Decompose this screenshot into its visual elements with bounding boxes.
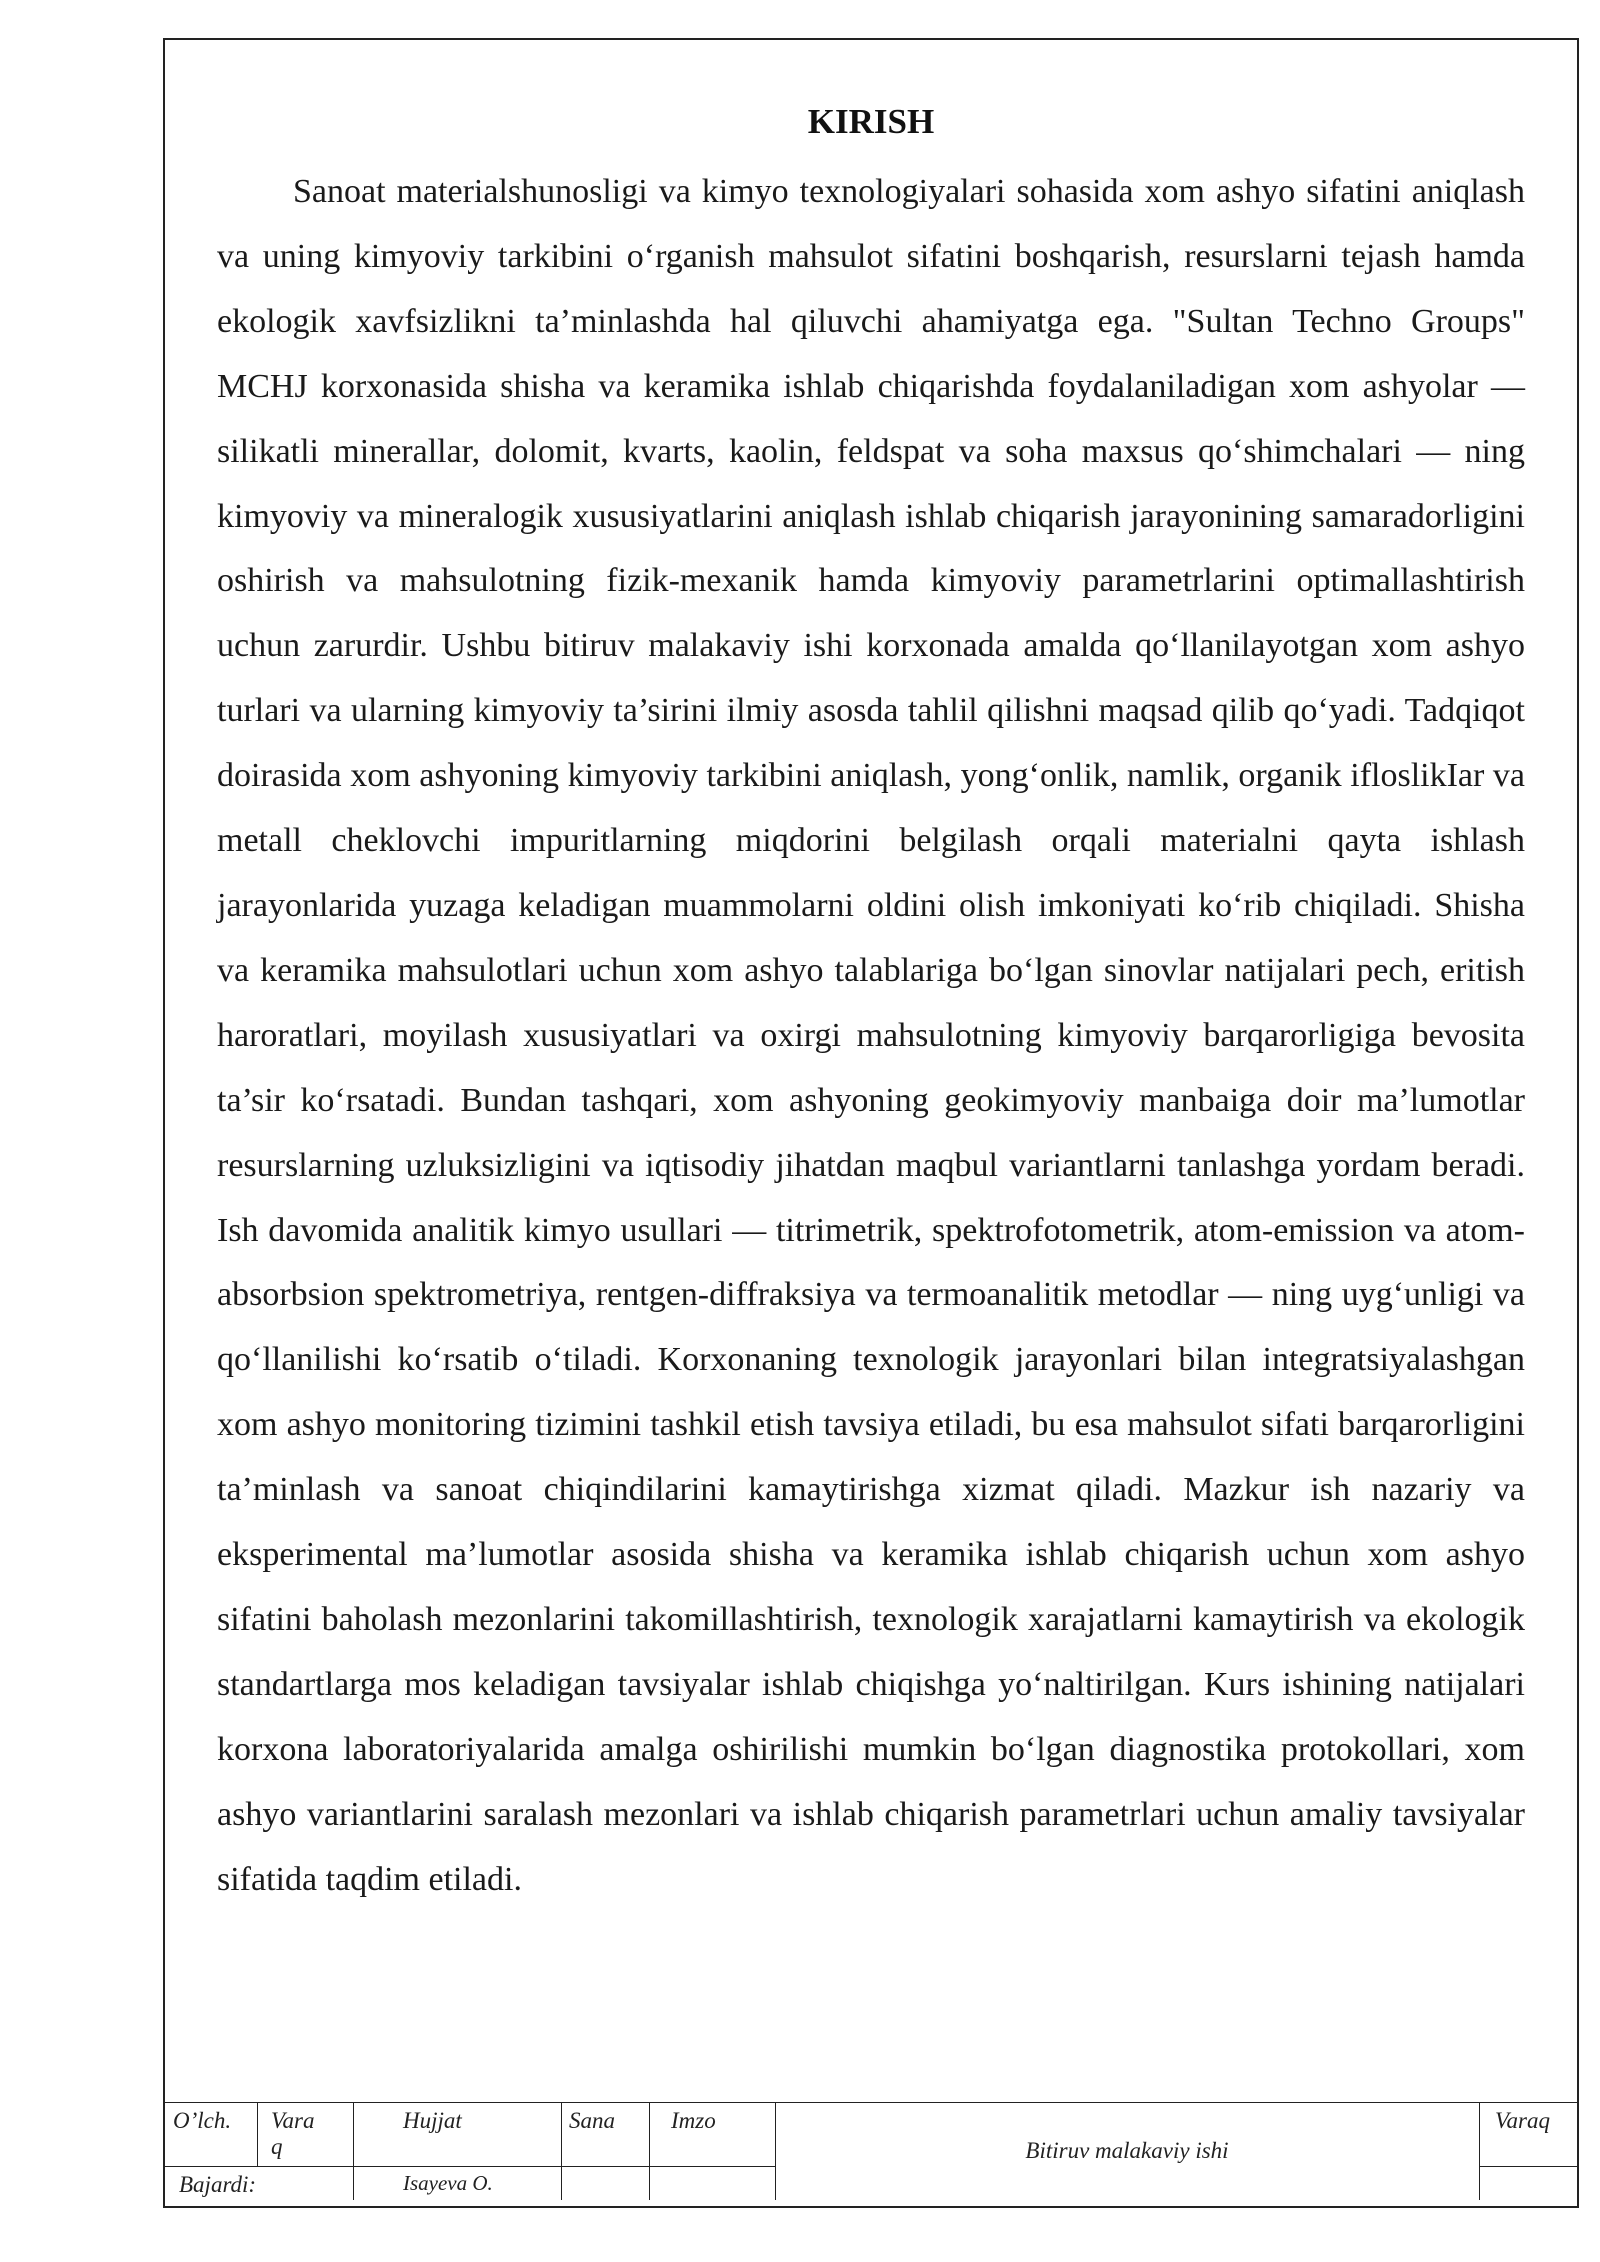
body-paragraph: Sanoat materialshunosligi va kimyo texnologiyalari sohasida xom ashyo sifatini aniqlash va uning kimyoviy tarkibini oʻrganish mahsulot sifatini boshqarish, resurslarni tejash hamda ekologik xavfsizlikni ta’minlashda hal qiluvchi ahamiyatga ega. "Sultan Techno Groups" MCHJ korxonasida shisha va keramika ishlab chiqarishda foydalaniladigan xom ashyolar — silikatli minerallar, dolomit, kvarts, kaolin, feldspat va soha maxsus qoʻshimchalari — ning kimyoviy va mineralogik xususiyatlarini aniqlash ishlab chiqarish jarayonining samaradorligini oshirish va mahsulotning fizik-mexanik hamda kimyoviy parametrlarini optimallashtirish uchun zarurdir. Ushbu bitiruv malakaviy ishi korxonada amalda qoʻllanilayotgan xom ashyo turlari va ularning kimyoviy ta’sirini ilmiy asosda tahlil qilishni maqsad qilib qoʻyadi. Tadqiqot doirasida xom ashyoning kimyoviy tarkibini aniqlash, yongʻonlik, namlik, organik ifloslikIar va metall cheklovchi impuritlarning miqdorini belgilash orqali materialni qayta ishlash jarayonlarida yuzaga keladigan muammolarni oldini olish imkoniyati koʻrib chiqiladi. Shisha va keramika mahsulotlari uchun xom ashyo talablariga boʻlgan sinovlar natijalari pech, eritish haroratlari, moyilash xususiyatlari va oxirgi mahsulotning kimyoviy barqarorligiga bevosita ta’sir koʻrsatadi. Bundan tashqari, xom ashyoning geokimyoviy manbaiga doir ma’lumotlar resurslarning uzluksizligini va iqtisodiy jihatdan maqbul variantlarni tanlashga yordam beradi. Ish davomida analitik kimyo usullari — titrimetrik, spektrofotometrik, atom-emission va atom-absorbsion spektrometriya, rentgen-diffraksiya va termoanalitik metodlar — ning uygʻunligi va qoʻllanilishi koʻrsatib oʻtiladi. Korxonaning texnologik jarayonlari bilan integratsiyalashgan xom ashyo monitoring tizimini tashkil etish tavsiya etiladi, bu esa mahsulot sifati barqarorligini ta’minlash va sanoat chiqindilarini kamaytirishga xizmat qiladi. Mazkur ish nazariy va eksperimental ma’lumotlar asosida shisha va keramika ishlab chiqarish uchun xom ashyo sifatini baholash mezonlarini takomillashtirish, texnologik xarajatlarni kamaytirish va ekologik standartlarga mos keladigan tavsiyalar ishlab chiqishga yoʻnaltirilgan. Kurs ishining natijalari korxona laboratoriyalarida amalga oshirilishi mumkin boʻlgan diagnostika protokollari, xom ashyo variantlarini saralash mezonlari va ishlab chiqarish parametrlari uchun amaliy tavsiyalar sifatida taqdim etiladi. xyxy=(217,173,1525,1898)
stamp-col-divider-4 xyxy=(649,2102,650,2200)
stamp-varaq-divider xyxy=(1479,2166,1577,2167)
stamp-col-divider-6 xyxy=(1479,2102,1480,2200)
stamp-bajardi-label: Bajardi: xyxy=(179,2172,257,2197)
stamp-author-name: Isayeva O. xyxy=(403,2171,493,2195)
page-frame xyxy=(163,38,1579,2208)
stamp-varaq-col-label: Vara q xyxy=(271,2108,315,2159)
stamp-hujjat-label: Hujjat xyxy=(403,2108,462,2133)
stamp-col-divider-3 xyxy=(561,2102,562,2200)
stamp-row-divider xyxy=(165,2166,775,2167)
stamp-olch-label: O’lch. xyxy=(173,2108,232,2133)
stamp-varaq-label: Varaq xyxy=(1495,2108,1550,2133)
stamp-work-title: Bitiruv malakaviy ishi xyxy=(1025,2138,1229,2163)
stamp-sana-label: Sana xyxy=(569,2108,615,2133)
stamp-imzo-label: Imzo xyxy=(671,2108,716,2133)
title-block-stamp xyxy=(165,2102,1577,2206)
section-title: KIRISH xyxy=(807,102,935,141)
stamp-top-border xyxy=(165,2102,1577,2103)
stamp-col-divider-2 xyxy=(353,2102,354,2200)
stamp-col-divider-1 xyxy=(257,2102,258,2166)
